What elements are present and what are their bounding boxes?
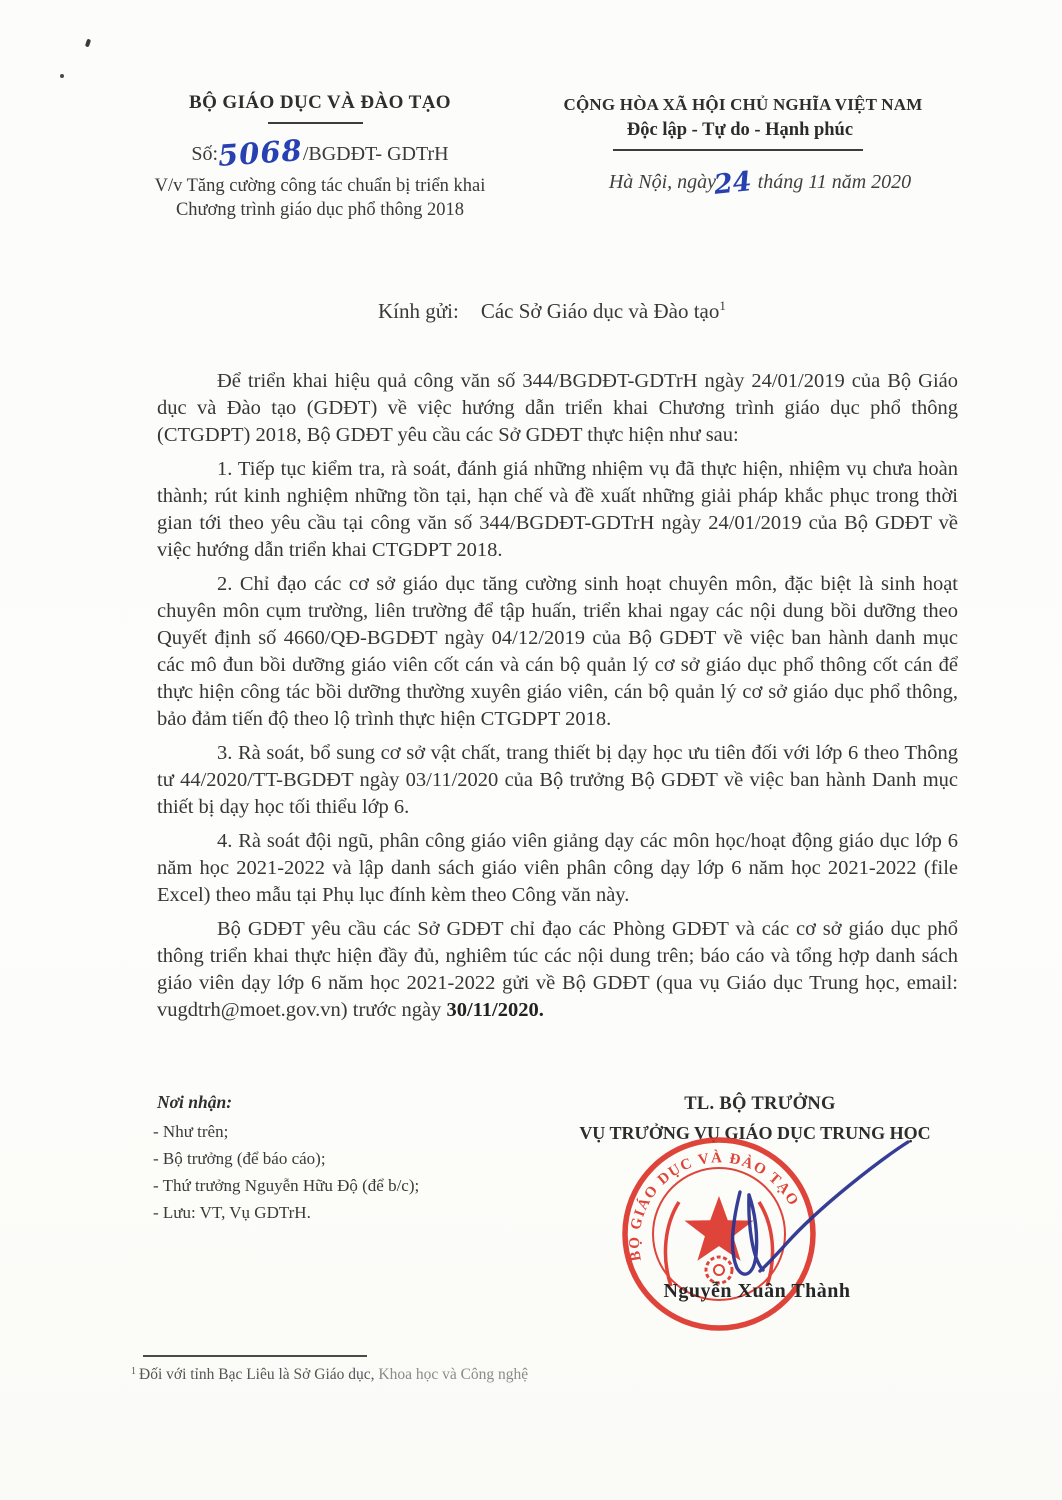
document-number-line [152, 133, 488, 173]
body-paragraph-1: 1. Tiếp tục kiểm tra, rà soát, đánh giá những nhiệm vụ đã thực hiện, nhiệm vụ chưa hoàn thành; rút kinh nghiệm những tồn tại, hạn chế và đề xuất những giải pháp khắc phục trong thời gian tới theo yêu cầu tại công văn số 344/BGDĐT-GDTrH ngày 24/01/2019 của Bộ GDĐT về việc hướng dẫn triển khai CTGDPT 2018. [157, 458, 958, 561]
letter-body [157, 368, 958, 1031]
closing-paragraph [157, 916, 958, 1024]
national-header: CỘNG HÒA XÃ HỘI CHỦ NGHĨA VIỆT NAM [563, 95, 923, 114]
intro-paragraph: Để triển khai hiệu quả công văn số 344/BGDĐT-GDTrH ngày 24/01/2019 của Bộ Giáo dục và Đào tạo (GDĐT) về việc hướng dẫn triển khai Chương trình giáo dục phổ thông (CTGDPT) 2018, Bộ GDĐT yêu cầu các Sở GDĐT thực hiện như sau: [157, 370, 958, 446]
footnote-text: Đối với tỉnh Bạc Liêu là Sở Giáo dục, [139, 1366, 375, 1383]
signer-name: Nguyễn Xuân Thành [663, 1280, 851, 1302]
issuing-ministry-title: BỘ GIÁO DỤC VÀ ĐÀO TẠO [189, 92, 451, 113]
body-paragraph-2: 2. Chỉ đạo các cơ sở giáo dục tăng cường sinh hoạt chuyên môn, đặc biệt là sinh hoạt chuyên môn cụm trường, liên trường để tập huấn, triển khai ngay các nội dung bồi dưỡng theo Quyết định số 4660/QĐ-BGDĐT ngày 04/12/2019 của Bộ GDĐT về việc ban hành danh mục các mô đun bồi dưỡng giáo viên cốt cán và cán bộ quản lý cơ sở giáo dục phổ thông cốt cán để thực hiện công tác bồi dưỡng thường xuyên giáo viên, cán bộ quản lý cơ sở giáo dục phổ thông, bảo đảm tiến độ theo lộ trình thực hiện CTGDPT 2018. [157, 573, 958, 730]
national-motto: Độc lập - Tự do - Hạnh phúc [626, 120, 854, 140]
doc-number-prefix: Số: [191, 143, 219, 165]
closing-text: Bộ GDĐT yêu cầu các Sở GDĐT chỉ đạo các Phòng GDĐT và các cơ sở giáo dục phổ thông triển khai thực hiện đầy đủ, nghiêm túc các nội dung trên; báo cáo và tổng hợp danh sách giáo viên dạy lớp 6 năm học 2021-2022 gửi về Bộ GDĐT (qua vụ Giáo dục Trung học, email: vugdtrh@moet.gov.vn) trước ngày [157, 918, 958, 1021]
copy-to-title: Nơi nhận: [157, 1092, 233, 1112]
ministry-underline [268, 122, 363, 124]
footnote-text-light: Khoa học và Công nghệ [378, 1366, 529, 1383]
copy-to-item: - Như trên; [153, 1122, 229, 1141]
doc-number-handwritten: 5068 [217, 133, 304, 173]
date-day-handwritten: 24 [712, 166, 754, 201]
copy-to-item: - Bộ trưởng (để báo cáo); [153, 1149, 326, 1168]
recipient-label: Kính gửi: [378, 299, 459, 323]
seal-text: BỘ GIÁO DỤC VÀ ĐÀO TẠO [626, 1150, 802, 1263]
date-prefix: Hà Nội, ngày [608, 171, 717, 193]
date-suffix: tháng 11 năm 2020 [757, 171, 912, 193]
footnote-reference: 1 [719, 298, 726, 313]
recipient-line [378, 298, 726, 324]
signer-position: VỤ TRƯỞNG VỤ GIÁO DỤC TRUNG HỌC [579, 1123, 931, 1143]
place-date-line [560, 166, 960, 201]
copy-to-item: - Lưu: VT, Vụ GDTrH. [153, 1203, 311, 1222]
recipient-value: Các Sở Giáo dục và Đào tạo [480, 299, 720, 323]
footnote-divider [143, 1355, 367, 1357]
signer-authority: TL. BỘ TRƯỞNG [684, 1094, 836, 1114]
motto-underline [613, 149, 863, 151]
copy-to-list [153, 1118, 483, 1226]
closing-deadline-date: 30/11/2020. [446, 999, 544, 1021]
scan-speck [60, 74, 64, 78]
body-paragraph-4: 4. Rà soát đội ngũ, phân công giáo viên giảng dạy các môn học/hoạt động giáo dục lớp 6 năm học 2021-2022 và lập danh sách giáo viên phân công dạy lớp 6 năm học 2021-2022 (file Excel) theo mẫu tại Phụ lục đính kèm theo Công văn này. [157, 830, 958, 906]
footnote [131, 1366, 771, 1384]
scan-speck [85, 39, 91, 48]
footnote-marker: 1 [131, 1366, 136, 1377]
body-paragraph-3: 3. Rà soát, bổ sung cơ sở vật chất, trang thiết bị dạy học ưu tiên đối với lớp 6 theo Thông tư 44/2020/TT-BGDĐT ngày 03/11/2020 của Bộ trưởng Bộ GDĐT về việc ban hành Danh mục thiết bị dạy học tối thiểu lớp 6. [157, 742, 958, 818]
doc-number-suffix: /BGDĐT- GDTrH [302, 143, 449, 165]
copy-to-item: - Thứ trưởng Nguyễn Hữu Độ (để b/c); [153, 1176, 420, 1195]
document-subject: V/v Tăng cường công tác chuẩn bị triển khai Chương trình giáo dục phổ thông 2018 [154, 176, 486, 220]
